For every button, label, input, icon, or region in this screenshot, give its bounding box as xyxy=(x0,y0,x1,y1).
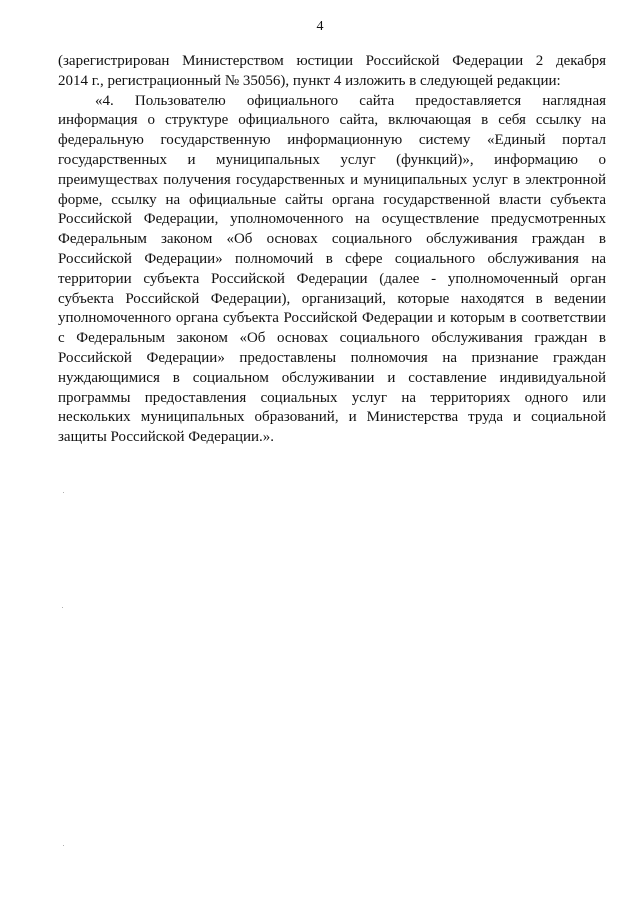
text-line: Российской Федерации» полномочий в сфере социального обслуживания на xyxy=(58,250,606,267)
text-line: уполномоченного органа субъекта Российской Федерации и которым в соответствии xyxy=(58,310,606,327)
scan-speck xyxy=(62,607,63,608)
text-line: Федеральным законом «Об основах социального обслуживания граждан в xyxy=(58,231,606,248)
scan-speck xyxy=(63,492,64,493)
text-line: 2014 г., регистрационный № 35056), пункт 4 изложить в следующей редакции: xyxy=(58,72,561,89)
text-line: федеральную государственную информационную систему «Единый портал xyxy=(58,132,606,149)
text-line: «4. Пользователю официального сайта предоставляется наглядная xyxy=(95,92,606,109)
text-line: защиты Российской Федерации.». xyxy=(58,429,275,446)
text-line: с Федеральным законом «Об основах социального обслуживания граждан в xyxy=(58,330,606,347)
text-line: программы предоставления социальных услуг на территориях одного или xyxy=(58,389,606,406)
text-line: преимуществах получения государственных и муниципальных услуг в электронной xyxy=(58,171,606,188)
text-line: нескольких муниципальных образований, и Министерства труда и социальной xyxy=(58,409,606,426)
text-line: нуждающимися в социальном обслуживании и составление индивидуальной xyxy=(58,369,606,386)
body-text xyxy=(58,52,606,448)
text-line: Российской Федерации, уполномоченного на осуществление предусмотренных xyxy=(58,211,606,228)
text-line: территории субъекта Российской Федерации (далее - уполномоченный орган xyxy=(58,270,606,287)
text-line: субъекта Российской Федерации), организаций, которые находятся в ведении xyxy=(58,290,606,307)
text-line: (зарегистрирован Министерством юстиции Российской Федерации 2 декабря xyxy=(58,53,606,69)
text-line: информация о структуре официального сайта, включающая в себя ссылку на xyxy=(58,112,606,129)
text-line: Российской Федерации» предоставлены полномочия на признание граждан xyxy=(58,349,606,366)
text-line: государственных и муниципальных услуг (функций)», информацию о xyxy=(58,151,606,168)
text-line: форме, ссылку на официальные сайты органа государственной власти субъекта xyxy=(58,191,606,208)
page-number: 4 xyxy=(316,19,324,34)
scan-speck xyxy=(63,845,64,846)
